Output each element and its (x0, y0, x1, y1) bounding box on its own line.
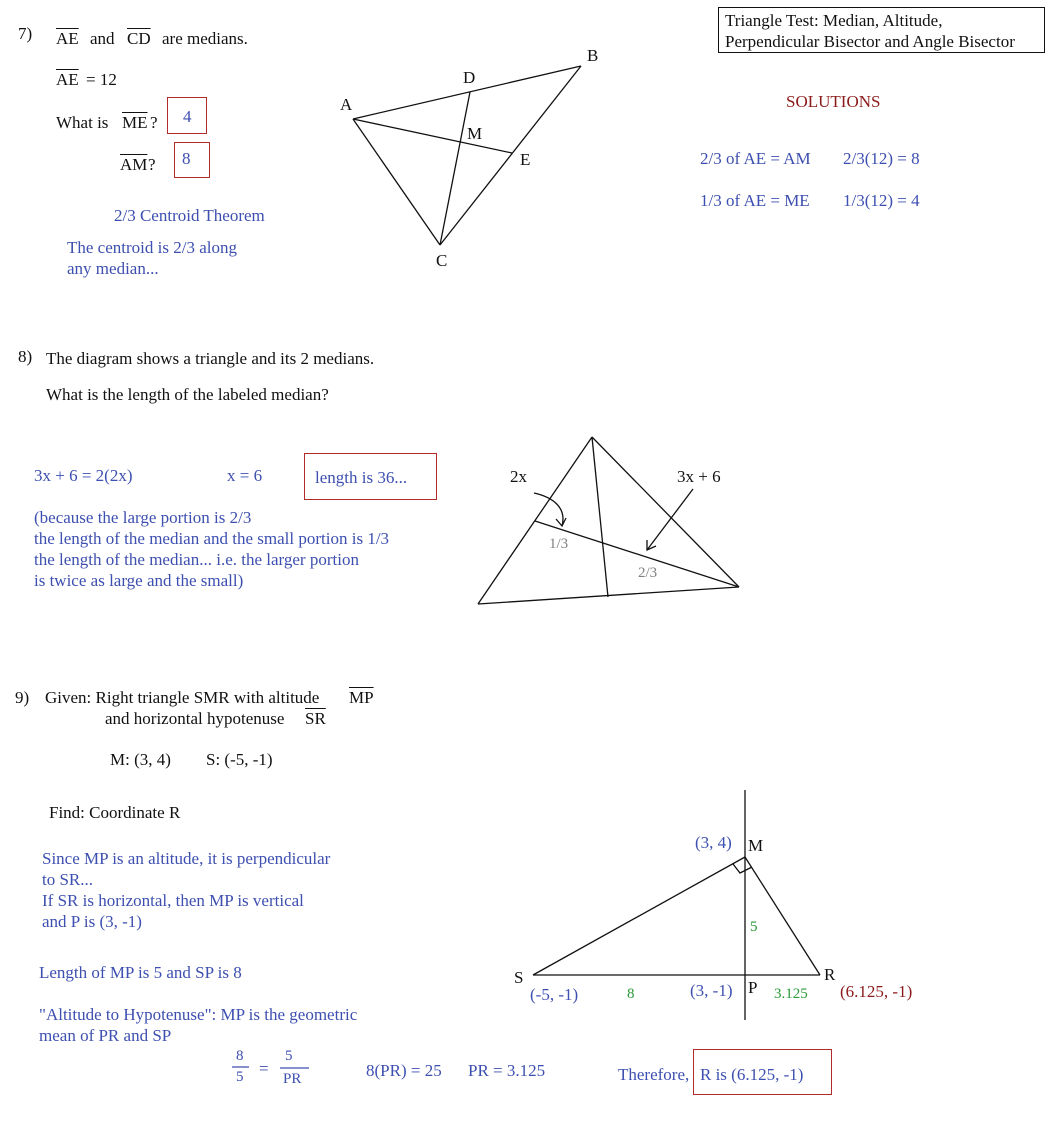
segment-cd: $\overline{CD}$ (127, 29, 151, 48)
side-bc (440, 66, 581, 245)
problem-9-expl-3: If SR is horizontal, then MP is vertical (42, 891, 304, 910)
label-m: M (467, 124, 483, 143)
problem-9-find: Find: Coordinate R (49, 803, 181, 822)
problem-8-expl-2: the length of the median and the small portion is 1/3 (34, 529, 390, 548)
am-answer: 8 (182, 149, 191, 168)
title-line-1: Triangle Test: Median, Altitude, (725, 11, 943, 30)
triangle-8-diagram (478, 437, 739, 604)
solution-me-calc: 1/3(12) = 4 (843, 191, 920, 210)
problem-9-number: 9) (15, 688, 30, 707)
right-angle-mark (733, 864, 752, 873)
problem-8-statement: The diagram shows a triangle and its 2 medians. (46, 349, 375, 368)
problem-8-question: What is the length of the labeled median? (46, 385, 329, 404)
problem-8-equation: 3x + 6 = 2(2x) (34, 466, 133, 485)
problem-9-lengths: Length of MP is 5 and SP is 8 (39, 963, 242, 982)
label-mp-length: 5 (750, 919, 758, 935)
problem-8-x-value: x = 6 (227, 466, 263, 485)
arrow-3x6 (647, 489, 693, 550)
side-mr (745, 857, 820, 975)
ae-equation-value: = 12 (86, 70, 117, 89)
solution-am-calc: 2/3(12) = 8 (843, 149, 920, 168)
s-coordinate: S: (-5, -1) (206, 750, 273, 769)
problem-8-answer: length is 36... (315, 468, 408, 487)
median-ae (353, 119, 512, 153)
label-e: E (520, 150, 531, 169)
arrow-2x (534, 493, 563, 526)
side-ca (353, 119, 440, 245)
side-sm (533, 857, 745, 975)
problem-8-expl-4: is twice as large and the small) (34, 571, 244, 590)
problem-9-calc-1: 8(PR) = 25 (366, 1061, 442, 1080)
label-p-vertex: P (748, 978, 758, 997)
question-mark-am: ? (148, 155, 156, 174)
median-vertical (592, 437, 608, 597)
problem-9-answer: R is (6.125, -1) (700, 1065, 804, 1084)
fraction-1-numerator: 8 (236, 1048, 244, 1064)
arrow-2x-head (556, 518, 566, 526)
label-a: A (340, 95, 353, 114)
label-r-coordinate: (6.125, -1) (840, 982, 913, 1001)
centroid-note-1: The centroid is 2/3 along (67, 238, 237, 257)
label-pr-length: 3.125 (774, 986, 808, 1002)
segment-sr: $\overline{SR}$ (305, 709, 326, 728)
m-coordinate: M: (3, 4) (110, 750, 171, 769)
ae-equation-segment: $\overline{AE}$ (56, 70, 79, 89)
label-m-coordinate: (3, 4) (695, 833, 732, 852)
side-left (478, 437, 592, 604)
what-is-text: What is (56, 113, 109, 132)
label-3x-plus-6: 3x + 6 (677, 467, 721, 486)
problem-9-given-2: and horizontal hypotenuse (105, 709, 285, 728)
solution-am-text: 2/3 of AE = AM (700, 149, 811, 168)
solution-me-text: 1/3 of AE = ME (700, 191, 810, 210)
problem-9-expl-4: and P is (3, -1) (42, 912, 142, 931)
fraction-2-numerator: 5 (285, 1048, 293, 1064)
fraction-1-denominator: 5 (236, 1069, 244, 1085)
label-r-vertex: R (824, 965, 836, 984)
side-right (592, 437, 739, 587)
problem-8-number: 8) (18, 347, 33, 366)
are-medians-text: are medians. (162, 29, 248, 48)
label-p-coordinate: (3, -1) (690, 981, 733, 1000)
segment-am: $\overline{AM}$ (120, 155, 148, 174)
title-line-2: Perpendicular Bisector and Angle Bisector (725, 32, 1015, 51)
problem-9-expl-2: to SR... (42, 870, 94, 889)
fraction-equals: = (259, 1059, 269, 1078)
label-d: D (463, 68, 476, 87)
label-s-coordinate: (-5, -1) (530, 985, 579, 1004)
median-labeled (535, 521, 739, 587)
segment-me: $\overline{ME}$ (122, 113, 148, 132)
label-m-vertex: M (748, 836, 764, 855)
and-text: and (90, 29, 115, 48)
me-answer: 4 (183, 107, 192, 126)
label-s-vertex: S (514, 968, 524, 987)
problem-7-number: 7) (18, 24, 33, 43)
triangle-7-diagram (353, 66, 581, 245)
problem-9-given-1: Given: Right triangle SMR with altitude (45, 688, 320, 707)
problem-9-therefore: Therefore, (618, 1065, 690, 1084)
problem-9-alt-1: "Altitude to Hypotenuse": MP is the geometric (39, 1005, 358, 1024)
segment-ae: $\overline{AE}$ (56, 29, 79, 48)
solutions-heading: SOLUTIONS (786, 92, 881, 111)
label-two-thirds: 2/3 (638, 565, 658, 581)
label-one-third: 1/3 (549, 536, 569, 552)
median-cd (440, 92, 470, 245)
problem-9-alt-2: mean of PR and SP (39, 1026, 172, 1045)
centroid-theorem: 2/3 Centroid Theorem (114, 206, 265, 225)
problem-8-expl-3: the length of the median... i.e. the larger portion (34, 550, 359, 569)
problem-9-calc-2: PR = 3.125 (468, 1061, 546, 1080)
centroid-note-2: any median... (67, 259, 159, 278)
problem-8-expl-1: (because the large portion is 2/3 (34, 508, 252, 527)
segment-mp: $\overline{MP}$ (349, 688, 374, 707)
question-mark-me: ? (150, 113, 158, 132)
label-sp-length: 8 (627, 986, 635, 1002)
label-b: B (587, 46, 599, 65)
label-c: C (436, 251, 448, 270)
fraction-2-denominator: PR (283, 1071, 302, 1087)
problem-9-expl-1: Since MP is an altitude, it is perpendicular (42, 849, 331, 868)
label-2x: 2x (510, 467, 527, 486)
